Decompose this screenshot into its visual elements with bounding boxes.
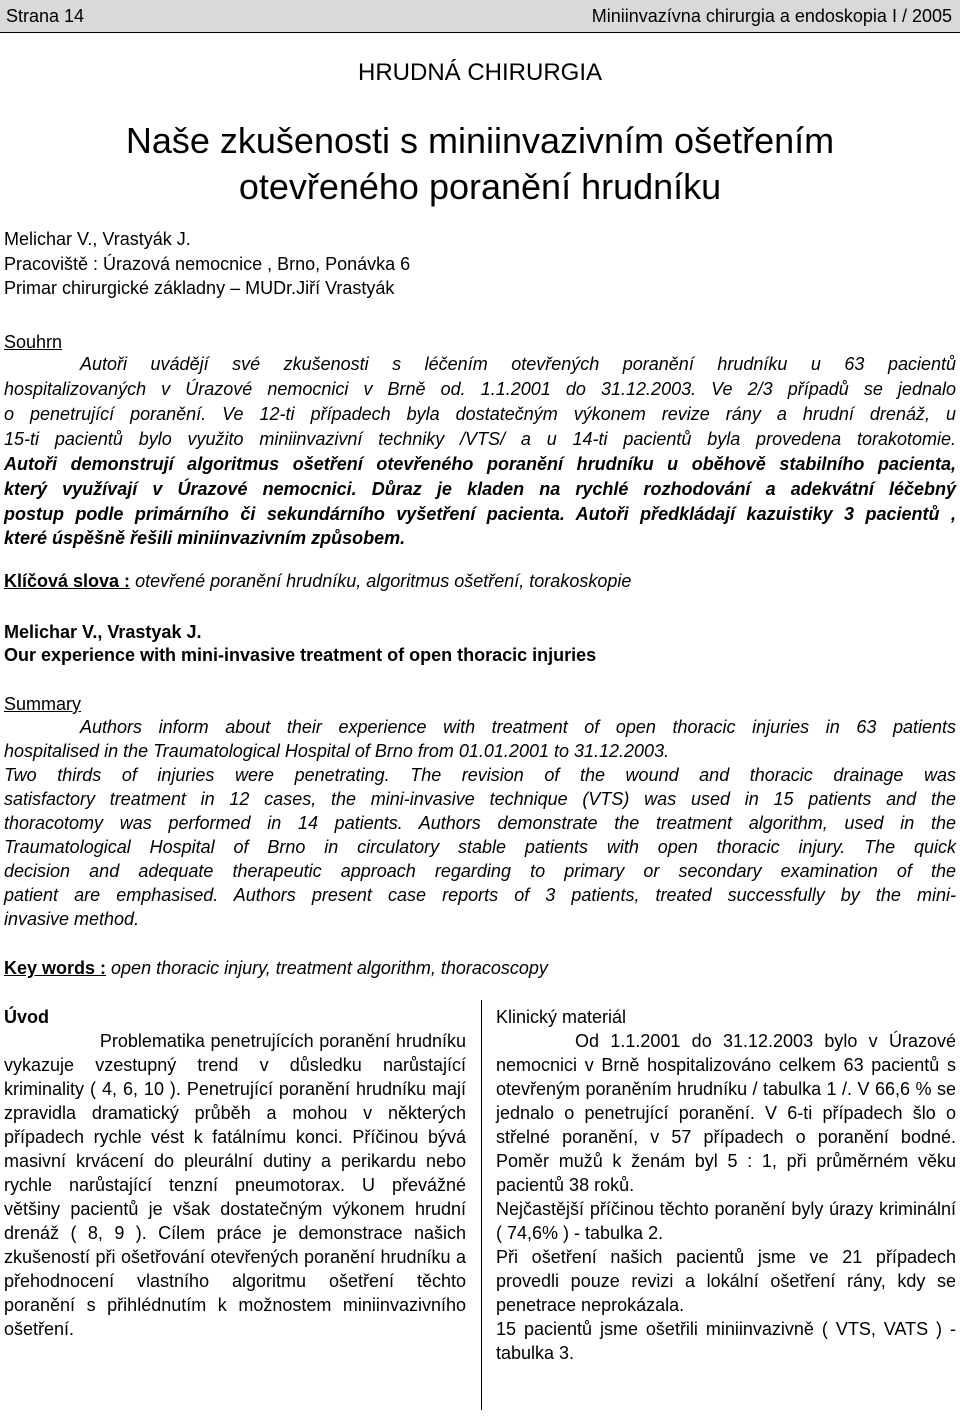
article-title-line1: Naše zkušenosti s miniinvazivním ošetřením xyxy=(125,120,835,161)
uvod-paragraph: Problematika penetrujících poranění hrudníku vykazuje vzestupný trend v důsledku narůstající kriminality ( 4, 6, 10 ). Penetrující poranění hrudníku mají zpravidla dramatický průběh a mohou v některých případech rychle vést k fatálnímu konci. Příčinou bývá masivní krvácení do pleurální dutiny a perikardu nebo rychle narůstající tenzní pneumotorax. U převážné většiny pacientů je však dostatečným výkonem hrudní drenáž ( 8, 9 ). Cílem práce je demonstrace našich zkušeností při ošetřování otevřených poranění hrudníku a přehodnocení vlastního algoritmu ošetření těchto poranění s přihlédnutím k možnostem miniinvazivního ošetření. xyxy=(4,1031,466,1339)
souhrn-heading: Souhrn xyxy=(4,332,63,352)
klinicky-paragraph: 15 pacientů jsme ošetřili miniinvazivně ( VTS, VATS ) - tabulka 3. xyxy=(496,1319,956,1363)
klinicky-paragraph: Nejčastější příčinou těchto poranění byly úrazy kriminální ( 74,6% ) - tabulka 2. xyxy=(496,1199,956,1243)
souhrn-line: Autoři uvádějí své zkušenosti s léčením otevřených poranění hrudníku u 63 pacientů xyxy=(80,354,956,374)
authors-cz: Melichar V., Vrastyák J. xyxy=(4,229,191,249)
souhrn-line: který využívají v Úrazové nemocnici. Důraz je kladen na rychlé rozhodování a adekvátní léčebný xyxy=(4,479,956,499)
summary-line: invasive method. xyxy=(4,909,140,929)
summary-line: patient are emphasised. Authors present case reports of 3 patients, treated successfully by the mini- xyxy=(4,885,956,905)
title-en: Our experience with mini-invasive treatment of open thoracic injuries xyxy=(4,645,597,665)
summary-line: Authors inform about their experience with treatment of open thoracic injuries in 63 patients xyxy=(80,717,956,737)
keywords-cz-label: Klíčová slova : xyxy=(4,571,131,591)
summary-line: hospitalised in the Traumatological Hospital of Brno from 01.01.2001 to 31.12.2003. xyxy=(4,741,670,761)
department-head: Primar chirurgické základny – MUDr.Jiří Vrastyák xyxy=(4,278,395,298)
workplace: Pracoviště : Úrazová nemocnice , Brno, Ponávka 6 xyxy=(4,254,411,274)
keywords-en xyxy=(4,957,548,980)
summary-heading: Summary xyxy=(4,694,82,714)
klinicky-paragraph: Při ošetření našich pacientů jsme ve 21 případech provedli pouze revizi a lokální ošetření rány, kdy se penetrace neprokázala. xyxy=(496,1247,956,1315)
summary-line: thoracotomy was performed in 14 patients. Authors demonstrate the treatment algorithm, used in the xyxy=(4,813,956,833)
klinicky-section xyxy=(496,1005,956,1365)
section-title: HRUDNÁ CHIRURGIA xyxy=(357,59,602,86)
page-number: Strana 14 xyxy=(6,6,85,26)
uvod-heading: Úvod xyxy=(4,1007,49,1027)
summary-line: satisfactory treatment in 12 cases, the mini-invasive technique (VTS) was used in 15 patients and the xyxy=(4,789,956,809)
keywords-cz-text: otevřené poranění hrudníku, algoritmus ošetření, torakoskopie xyxy=(130,571,632,591)
article-title xyxy=(0,118,960,210)
souhrn-line: které úspěšně řešili miniinvazivním způsobem. xyxy=(4,528,406,548)
article-title-line2: otevřeného poranění hrudníku xyxy=(238,166,722,207)
running-header xyxy=(0,0,960,33)
klinicky-paragraph: Od 1.1.2001 do 31.12.2003 bylo v Úrazové nemocnici v Brně hospitalizováno celkem 63 pacientů s otevřeným poraněním hrudníku / tabulka 1 /. V 66,6 % se jednalo o penetrující poranění. V 6-ti případech šlo o střelné poranění, v 57 případech o poranění bodné. Poměr mužů k ženám byl 5 : 1, při průměrném věku pacientů 38 roků. xyxy=(496,1031,956,1195)
column-divider xyxy=(481,1000,482,1410)
souhrn-line: hospitalizovaných v Úrazové nemocnici v Brně od. 1.1.2001 do 31.12.2003. Ve 2/3 případů se jednalo xyxy=(4,379,956,399)
souhrn-line: o penetrující poranění. Ve 12-ti případech byla dostatečným výkonem revize rány a hrudní drenáž, u xyxy=(4,404,956,424)
uvod-section xyxy=(4,1005,466,1341)
souhrn-line: 15-ti pacientů bylo využito miniinvazivní techniky /VTS/ a u 14-ti pacientů byla provedena torakotomie. xyxy=(4,429,956,449)
souhrn-line: postup podle primárního či sekundárního vyšetření pacienta. Autoři předkládají kazuistiky 3 pacientů , xyxy=(4,504,956,524)
summary-line: Traumatological Hospital of Brno in circulatory stable patients with open thoracic injury. The quick xyxy=(4,837,956,857)
journal-title: Miniinvazívna chirurgia a endoskopia I / 2005 xyxy=(591,6,952,26)
souhrn-line: Autoři demonstrují algoritmus ošetření otevřeného poranění hrudníku u oběhově stabilního pacienta, xyxy=(4,454,956,474)
summary-line: decision and adequate therapeutic approach regarding to primary or secondary examination of the xyxy=(4,861,956,881)
keywords-en-label: Key words : xyxy=(4,958,107,978)
keywords-en-text: open thoracic injury, treatment algorithm, thoracoscopy xyxy=(106,958,548,978)
summary-line: Two thirds of injuries were penetrating. The revision of the wound and thoracic drainage was xyxy=(4,765,956,785)
authors-en: Melichar V., Vrastyak J. xyxy=(4,622,202,642)
keywords-cz xyxy=(4,570,631,593)
klinicky-heading: Klinický materiál xyxy=(496,1007,627,1027)
